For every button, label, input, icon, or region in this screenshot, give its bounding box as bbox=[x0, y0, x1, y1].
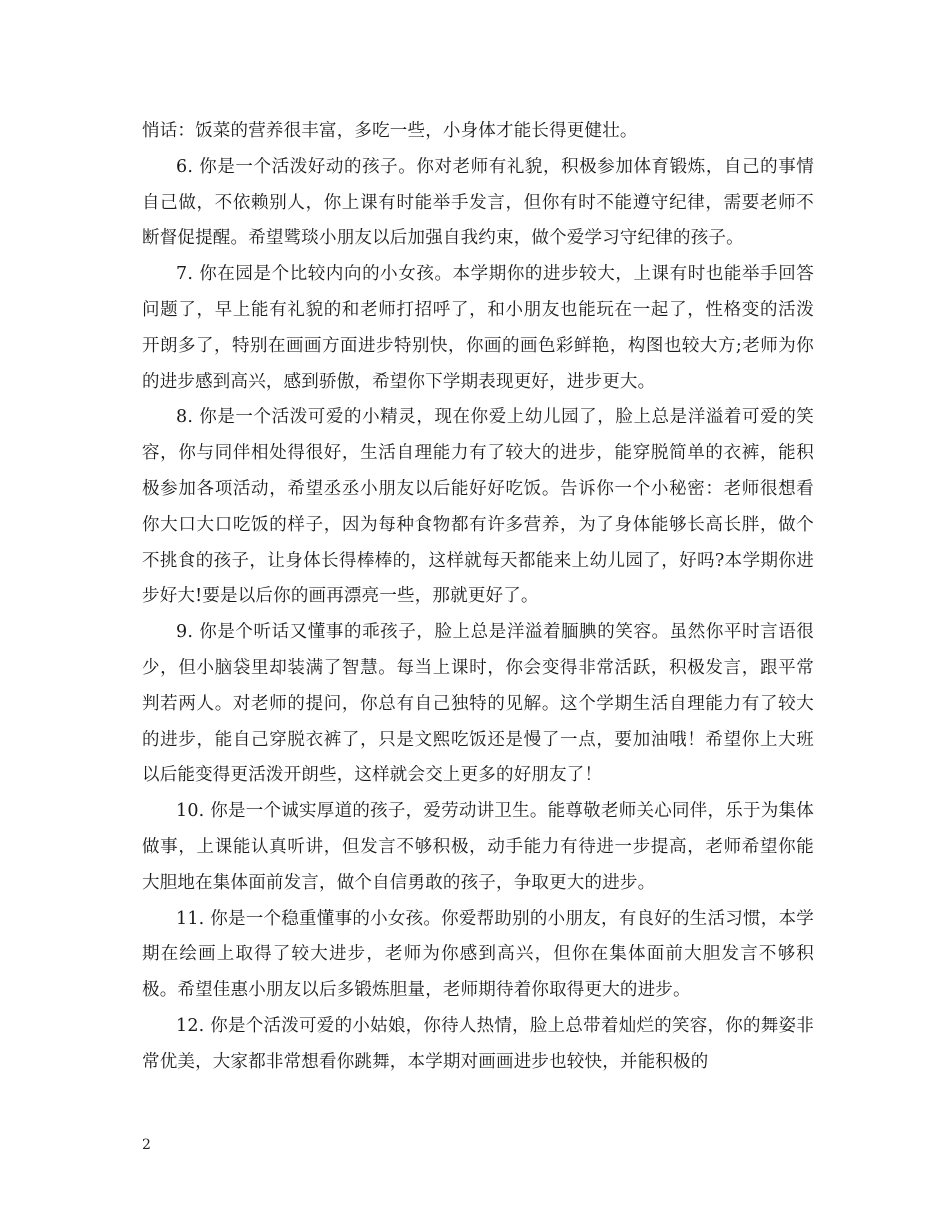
paragraph-item-6: 6. 你是一个活泼好动的孩子。你对老师有礼貌，积极参加体育锻炼，自己的事情自己做，不依赖别人，你上课有时能举手发言，但你有时不能遵守纪律，需要老师不断督促提醒。希望骘琰小朋友以后加强自我约束，做个爱学习守纪律的孩子。 bbox=[142, 156, 814, 249]
paragraph-item-12: 12. 你是个活泼可爱的小姑娘，你待人热情，脸上总带着灿烂的笑容，你的舞姿非常优美，大家都非常想看你跳舞，本学期对画画进步也较快，并能积极的 bbox=[142, 1015, 814, 1072]
page-number: 2 bbox=[142, 1137, 151, 1153]
paragraph-item-8: 8. 你是一个活泼可爱的小精灵，现在你爱上幼儿园了，脸上总是洋溢着可爱的笑容，你与同伴相处得很好，生活自理能力有了较大的进步，能穿脱简单的衣裤，能积极参加各项活动，希望丞丞小朋友以后能好好吃饭。告诉你一个小秘密：老师很想看你大口大口吃饭的样子，因为每种食物都有许多营养，为了身体能够长高长胖，做个不挑食的孩子，让身体长得棒棒的，这样就每天都能来上幼儿园了，好吗?本学期你进步好大!要是以后你的画再漂亮一些，那就更好了。 bbox=[142, 407, 814, 607]
paragraph-item-11: 11. 你是一个稳重懂事的小女孩。你爱帮助别的小朋友，有良好的生活习惯，本学期在绘画上取得了较大进步，老师为你感到高兴，但你在集体面前大胆发言不够积极。希望佳惠小朋友以后多锻炼胆量，老师期待着你取得更大的进步。 bbox=[142, 908, 814, 1001]
paragraph-item-10: 10. 你是一个诚实厚道的孩子，爱劳动讲卫生。能尊敬老师关心同伴，乐于为集体做事，上课能认真听讲，但发言不够积极，动手能力有待进一步提高，老师希望你能大胆地在集体面前发言，做个自信勇敢的孩子，争取更大的进步。 bbox=[142, 801, 814, 893]
document-body bbox=[142, 114, 814, 1081]
paragraph-item-7: 7. 你在园是个比较内向的小女孩。本学期你的进步较大，上课有时也能举手回答问题了，早上能有礼貌的和老师打招呼了，和小朋友也能玩在一起了，性格变的活泼开朗多了，特别在画画方面进步特别快，你画的画色彩鲜艳，构图也较大方;老师为你的进步感到高兴，感到骄傲，希望你下学期表现更好，进步更大。 bbox=[142, 264, 814, 392]
paragraph-continuation: 悄话：饭菜的营养很丰富，多吃一些，小身体才能长得更健壮。 bbox=[142, 121, 638, 141]
paragraph-item-9: 9. 你是个听话又懂事的乖孩子，脸上总是洋溢着腼腆的笑容。虽然你平时言语很少，但小脑袋里却装满了智慧。每当上课时，你会变得非常活跃，积极发言，跟平常判若两人。对老师的提问，你总有自己独特的见解。这个学期生活自理能力有了较大的进步，能自己穿脱衣裤了，只是文熙吃饭还是慢了一点，要加油哦！希望你上大班以后能变得更活泼开朗些，这样就会交上更多的好朋友了！ bbox=[142, 622, 814, 786]
